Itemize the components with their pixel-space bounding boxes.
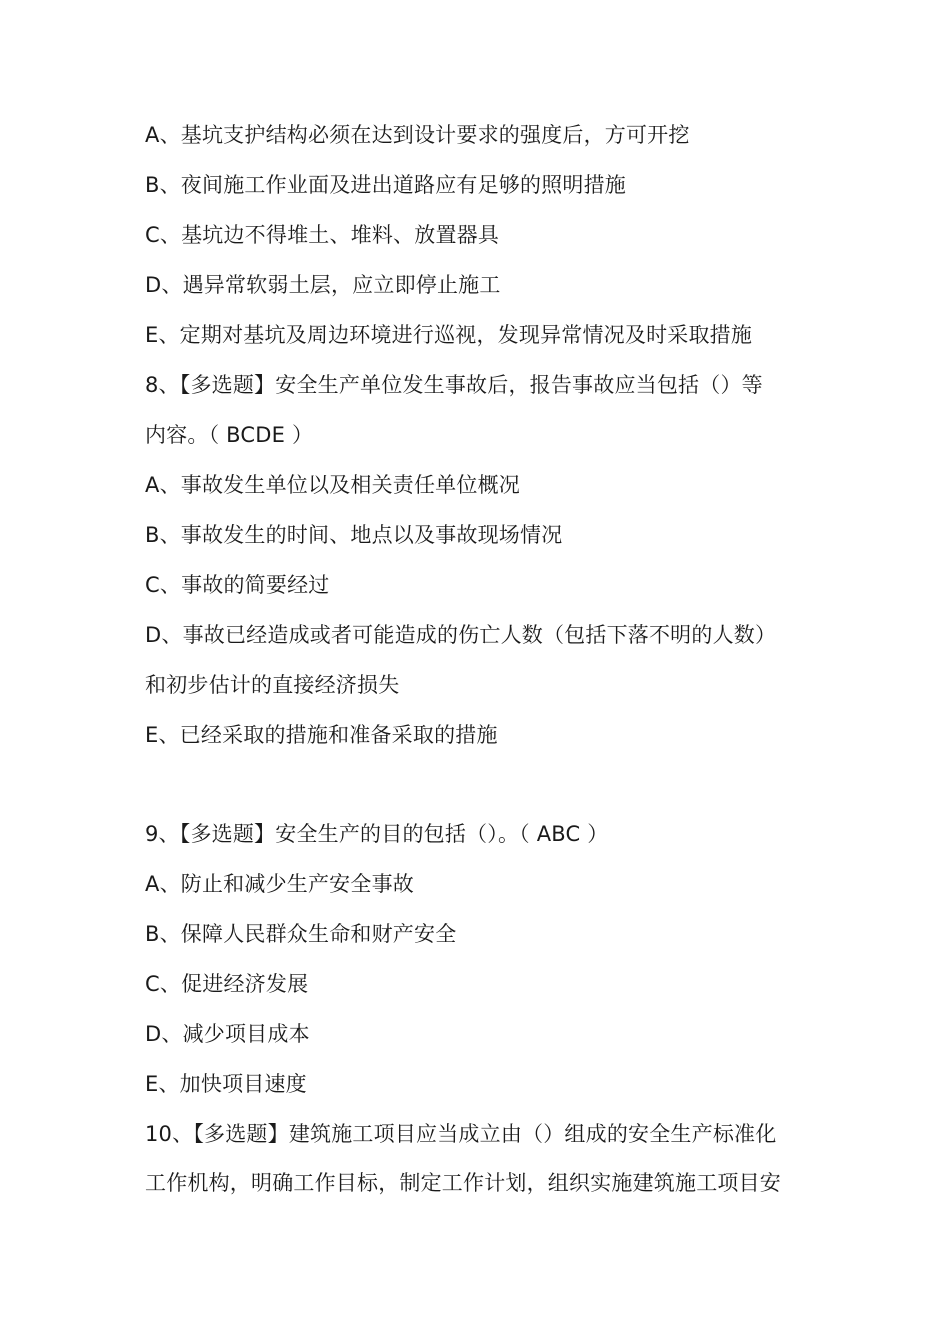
q8-question-line-1: 8、【多选题】安全生产单位发生事故后，报告事故应当包括（）等 bbox=[145, 373, 763, 397]
q8-option-b: B、事故发生的时间、地点以及事故现场情况 bbox=[145, 523, 563, 547]
q8-option-a: A、事故发生单位以及相关责任单位概况 bbox=[145, 473, 520, 497]
q7-option-e: E、定期对基坑及周边环境进行巡视，发现异常情况及时采取措施 bbox=[145, 323, 753, 347]
q8-option-c: C、事故的简要经过 bbox=[145, 573, 330, 597]
q7-option-b: B、夜间施工作业面及进出道路应有足够的照明措施 bbox=[145, 173, 627, 197]
q9-option-b: B、保障人民群众生命和财产安全 bbox=[145, 922, 457, 946]
q10-question-line-1: 10、【多选题】建筑施工项目应当成立由（）组成的安全生产标准化 bbox=[145, 1122, 777, 1146]
q9-question: 9、【多选题】安全生产的目的包括（）。（ ABC ） bbox=[145, 822, 609, 846]
q9-option-e: E、加快项目速度 bbox=[145, 1072, 307, 1096]
q8-option-d-line-1: D、事故已经造成或者可能造成的伤亡人数（包括下落不明的人数） bbox=[145, 623, 777, 647]
q9-option-c: C、促进经济发展 bbox=[145, 972, 309, 996]
q7-option-a: A、基坑支护结构必须在达到设计要求的强度后，方可开挖 bbox=[145, 123, 690, 147]
q10-question-line-2: 工作机构，明确工作目标，制定工作计划，组织实施建筑施工项目安 bbox=[145, 1171, 781, 1195]
q7-option-c: C、基坑边不得堆土、堆料、放置器具 bbox=[145, 223, 500, 247]
q8-option-e: E、已经采取的措施和准备采取的措施 bbox=[145, 723, 498, 747]
q7-option-d: D、遇异常软弱土层，应立即停止施工 bbox=[145, 273, 501, 297]
q9-option-a: A、防止和减少生产安全事故 bbox=[145, 872, 414, 896]
q8-option-d-line-2: 和初步估计的直接经济损失 bbox=[145, 673, 400, 697]
q9-option-d: D、减少项目成本 bbox=[145, 1022, 310, 1046]
q8-question-line-2: 内容。（ BCDE ） bbox=[145, 423, 314, 447]
